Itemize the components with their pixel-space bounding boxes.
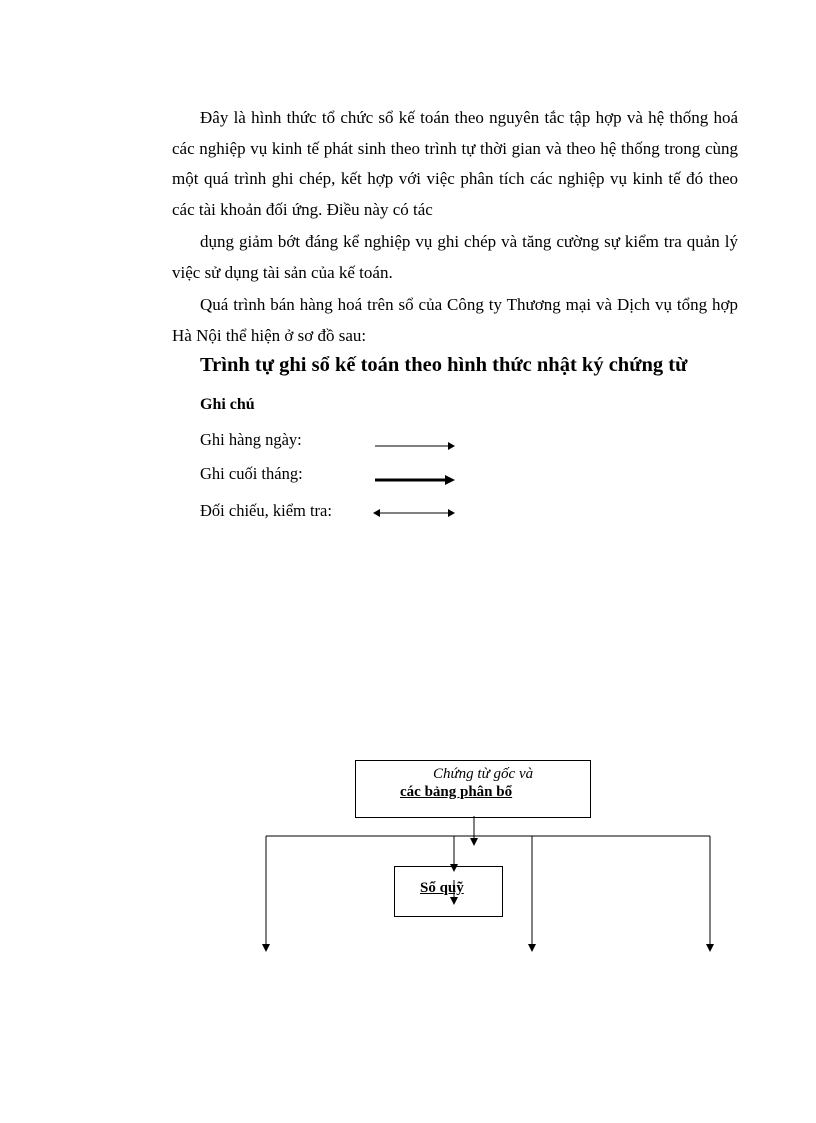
- source-box-line1: Chứng từ gốc và: [433, 766, 534, 782]
- legend-heading: Ghi chú: [200, 396, 255, 413]
- crosscheck-arrow-icon: [370, 506, 460, 520]
- diagram-title: Trình tự ghi sổ kế toán theo hình thức nhật ký chứng từ: [200, 354, 688, 376]
- monthly-arrow-icon: [370, 473, 460, 487]
- left-branch-arrow-icon: [262, 944, 270, 952]
- paragraph-effect: dụng giảm bớt đáng kể nghiệp vụ ghi chép và tăng cường sự kiểm tra quản lý việc sử dụng tài sản của kế toán.: [172, 232, 738, 282]
- paragraph-intro: Đây là hình thức tổ chức sổ kế toán theo nguyên tắc tập hợp và hệ thống hoá các nghiệp vụ kinh tế phát sinh theo trình tự thời gian và theo hệ thống trong cùng một quá trình ghi chép, kết hợp với việc phân tích các nghiệp vụ kinh tế đó theo các tài khoản đối ứng. Điều này có tác: [172, 108, 738, 219]
- source-down-arrow-icon: [470, 838, 478, 846]
- right-branch-arrow-icon: [706, 944, 714, 952]
- paragraph-sales-process: Quá trình bán hàng hoá trên sổ của Công ty Thương mại và Dịch vụ tổng hợp Hà Nội thể hiện ở sơ đồ sau:: [172, 295, 738, 345]
- legend-daily-label: Ghi hàng ngày:: [200, 430, 302, 449]
- source-box-line2: các bảng phân bổ: [400, 784, 513, 800]
- cash-book-label: Sổ quỹ: [420, 880, 464, 896]
- legend-crosscheck-label: Đối chiếu, kiểm tra:: [200, 501, 332, 520]
- right-middle-branch-arrow-icon: [528, 944, 536, 952]
- legend-monthly-label: Ghi cuối tháng:: [200, 464, 303, 483]
- daily-arrow-icon: [370, 439, 460, 453]
